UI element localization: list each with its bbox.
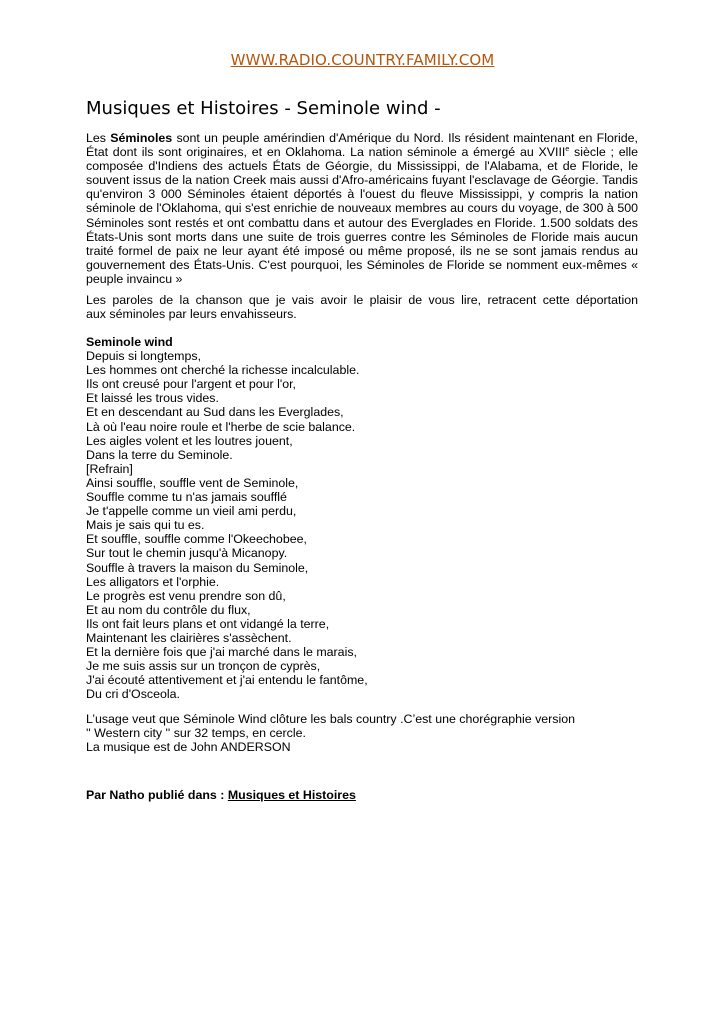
lyric-line: Souffle à travers la maison du Seminole,: [86, 560, 309, 575]
site-link[interactable]: WWW.RADIO.COUNTRY.FAMILY.COM: [230, 51, 495, 69]
intro-line: qu'environ 3 000 Séminoles étaient déportés à l'ouest du fleuve Mississippi, y compris la nation: [86, 187, 638, 202]
byline-prefix: Par Natho publié dans :: [86, 788, 228, 802]
intro-line: composée d'Indiens des actuels États de Géorgie, du Mississippi, de l'Alabama, et de Floride, le: [86, 159, 638, 174]
lyric-line: Et la dernière fois que j'ai marché dans le marais,: [86, 645, 357, 660]
lyric-line: Et au nom du contrôle du flux,: [86, 602, 251, 617]
lyric-line: Ils ont creusé pour l'argent et pour l'or,: [86, 377, 296, 392]
lyric-line: [Refrain]: [86, 461, 133, 476]
lyrics-intro-line: aux séminoles par leurs envahisseurs.: [86, 307, 297, 322]
lyric-line: Mais je sais qui tu es.: [86, 518, 205, 533]
notes-paragraph: [86, 712, 638, 754]
lyrics-intro-paragraph: [86, 293, 638, 321]
category-link[interactable]: Musiques et Histoires: [227, 788, 356, 802]
lyric-line: Et en descendant au Sud dans les Everglades,: [86, 405, 344, 420]
song-title: Seminole wind: [86, 335, 173, 349]
lyric-line: Le progrès est venu prendre son dû,: [86, 588, 286, 603]
lyric-line: Depuis si longtemps,: [86, 349, 202, 364]
intro-line: souvent issus de la nation Creek mais aussi d'Afro-américains fuyant l'esclavage de Géorgie. Tandis: [86, 173, 638, 188]
intro-paragraph: [86, 131, 638, 286]
lyric-line: Du cri d'Osceola.: [86, 687, 180, 702]
lyric-line: Ainsi souffle, souffle vent de Seminole,: [86, 475, 299, 490]
bold-term: Séminoles: [110, 131, 173, 145]
lyric-line: Les aigles volent et les loutres jouent,: [86, 433, 293, 448]
intro-line: [86, 131, 638, 145]
intro-line: séminole de l'Oklahoma, qui s'est enrichie de nouveaux membres au cours du voyage, de 300 à 500: [86, 201, 638, 216]
lyric-line: Je t'appelle comme un vieil ami perdu,: [86, 504, 297, 519]
intro-line: [86, 145, 638, 159]
note-line: La musique est de John ANDERSON: [86, 740, 291, 755]
intro-line: peuple invaincu »: [86, 271, 183, 286]
lyric-line: J'ai écouté attentivement et j'ai entendu le fantôme,: [86, 673, 368, 688]
intro-line: États-Unis sont morts dans une suite de trois guerres contre les Séminoles de Floride mais aucun: [86, 229, 638, 244]
text: Les: [86, 131, 111, 145]
text: sont un peuple amérindien d'Amérique du Nord. Ils résident maintenant en Floride,: [172, 131, 638, 145]
lyric-line: Et souffle, souffle comme l'Okeechobee,: [86, 532, 307, 547]
lyrics-intro-line: Les paroles de la chanson que je vais avoir le plaisir de vous lire, retracent cette déportation: [86, 293, 638, 307]
text: siècle ; elle: [574, 145, 638, 160]
lyric-line: Là où l'eau noire roule et l'herbe de scie balance.: [86, 419, 356, 434]
lyric-line: Sur tout le chemin jusqu'à Micanopy.: [86, 546, 288, 561]
song-lyrics: [86, 335, 638, 701]
lyric-line: Ils ont fait leurs plans et ont vidangé la terre,: [86, 616, 330, 631]
page-title: Musiques et Histoires - Seminole wind -: [86, 98, 441, 119]
lyric-line: Et laissé les trous vides.: [86, 391, 219, 406]
superscript: e: [565, 146, 570, 154]
note-line: L’usage veut que Séminole Wind clôture les bals country .C’est une chorégraphie version: [86, 712, 576, 726]
lyric-line: Dans la terre du Seminole.: [86, 447, 233, 462]
intro-line: gouvernement des États-Unis. C'est pourquoi, les Séminoles de Floride se nomment eux-mêmes «: [86, 257, 638, 272]
intro-line: Séminoles sont restés et ont combattu dans et autour des Everglades en Floride. 1.500 soldats des: [86, 215, 638, 230]
lyric-line: Souffle comme tu n'as jamais soufflé: [86, 490, 287, 505]
lyric-line: Je me suis assis sur un tronçon de cyprès,: [86, 659, 321, 674]
footer-byline: [86, 788, 638, 802]
lyric-line: Maintenant les clairières s'assèchent.: [86, 630, 292, 645]
lyric-line: Les hommes ont cherché la richesse incalculable.: [86, 363, 360, 378]
note-line: '' Western city '' sur 32 temps, en cercle.: [86, 726, 306, 741]
intro-line: traité formel de paix ne leur ayant été imposé ou même proposé, ils ne se sont jamais rendus au: [86, 243, 638, 258]
lyric-line: Les alligators et l'orphie.: [86, 574, 220, 589]
text: État dont ils sont originaires, et en Oklahoma. La nation séminole a émergé au XVIII: [86, 145, 566, 160]
